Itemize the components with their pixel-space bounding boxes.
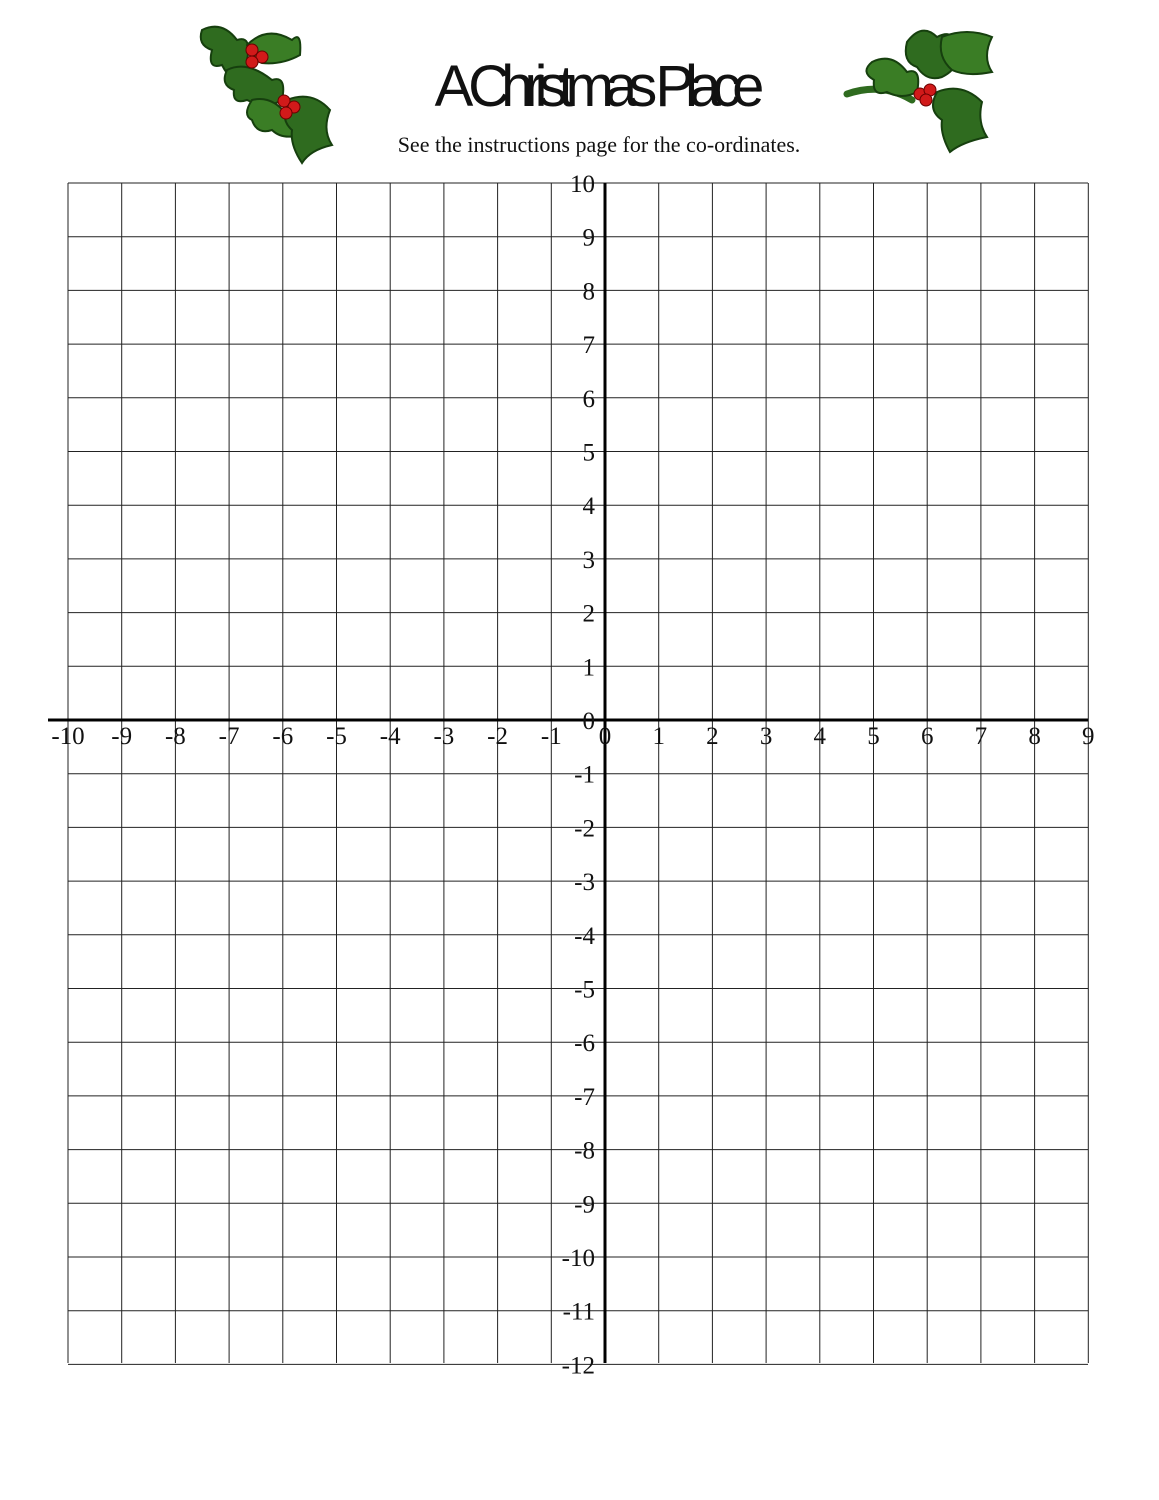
x-tick-label: -1 <box>540 723 562 750</box>
y-tick-label: -10 <box>561 1245 595 1272</box>
x-tick-label: -5 <box>326 723 347 750</box>
x-tick-label: -2 <box>487 723 509 750</box>
y-tick-label: -6 <box>574 1030 595 1058</box>
y-tick-label: -2 <box>574 815 595 843</box>
x-tick-label: 6 <box>920 723 934 750</box>
x-tick-label: 4 <box>813 723 827 750</box>
x-tick-label: -6 <box>272 723 294 750</box>
y-tick-label: 8 <box>582 278 595 306</box>
x-tick-label: -9 <box>111 723 133 750</box>
x-tick-label: -4 <box>379 723 401 750</box>
y-tick-label: 4 <box>582 493 595 521</box>
y-tick-label: -11 <box>562 1298 595 1326</box>
x-tick-label: -8 <box>164 723 186 750</box>
y-tick-label: 3 <box>582 546 595 574</box>
y-tick-label: -3 <box>574 869 595 897</box>
y-tick-label: -7 <box>574 1083 595 1111</box>
y-tick-label: -12 <box>561 1352 595 1380</box>
x-tick-label: 5 <box>867 723 880 750</box>
y-tick-label: 0 <box>582 708 595 735</box>
y-tick-label: 2 <box>582 600 595 628</box>
y-tick-label: 6 <box>582 385 595 413</box>
x-tick-label: 2 <box>706 723 719 750</box>
x-tick-label: -7 <box>218 723 240 750</box>
y-tick-label: -1 <box>574 761 595 789</box>
x-tick-label: 7 <box>974 723 988 750</box>
x-tick-label: 1 <box>652 723 665 750</box>
x-tick-label: -3 <box>433 723 455 750</box>
x-tick-label: -10 <box>51 723 85 750</box>
x-tick-label: 3 <box>759 723 773 750</box>
x-tick-label: 8 <box>1028 723 1041 750</box>
page-subtitle: See the instructions page for the co-ordinates. <box>397 132 801 157</box>
y-tick-label: 1 <box>582 654 595 682</box>
y-tick-label: 7 <box>582 332 595 360</box>
x-tick-label: 9 <box>1082 723 1095 750</box>
y-tick-label: -5 <box>574 976 595 1004</box>
y-tick-label: 10 <box>570 171 595 198</box>
page-title: A Christmas Place <box>434 54 756 119</box>
y-tick-label: 5 <box>582 439 595 467</box>
y-tick-label: -9 <box>574 1191 595 1219</box>
y-tick-label: 9 <box>582 224 595 252</box>
x-tick-label: 0 <box>598 723 612 750</box>
y-tick-label: -4 <box>574 922 595 950</box>
y-tick-label: -8 <box>574 1137 595 1165</box>
